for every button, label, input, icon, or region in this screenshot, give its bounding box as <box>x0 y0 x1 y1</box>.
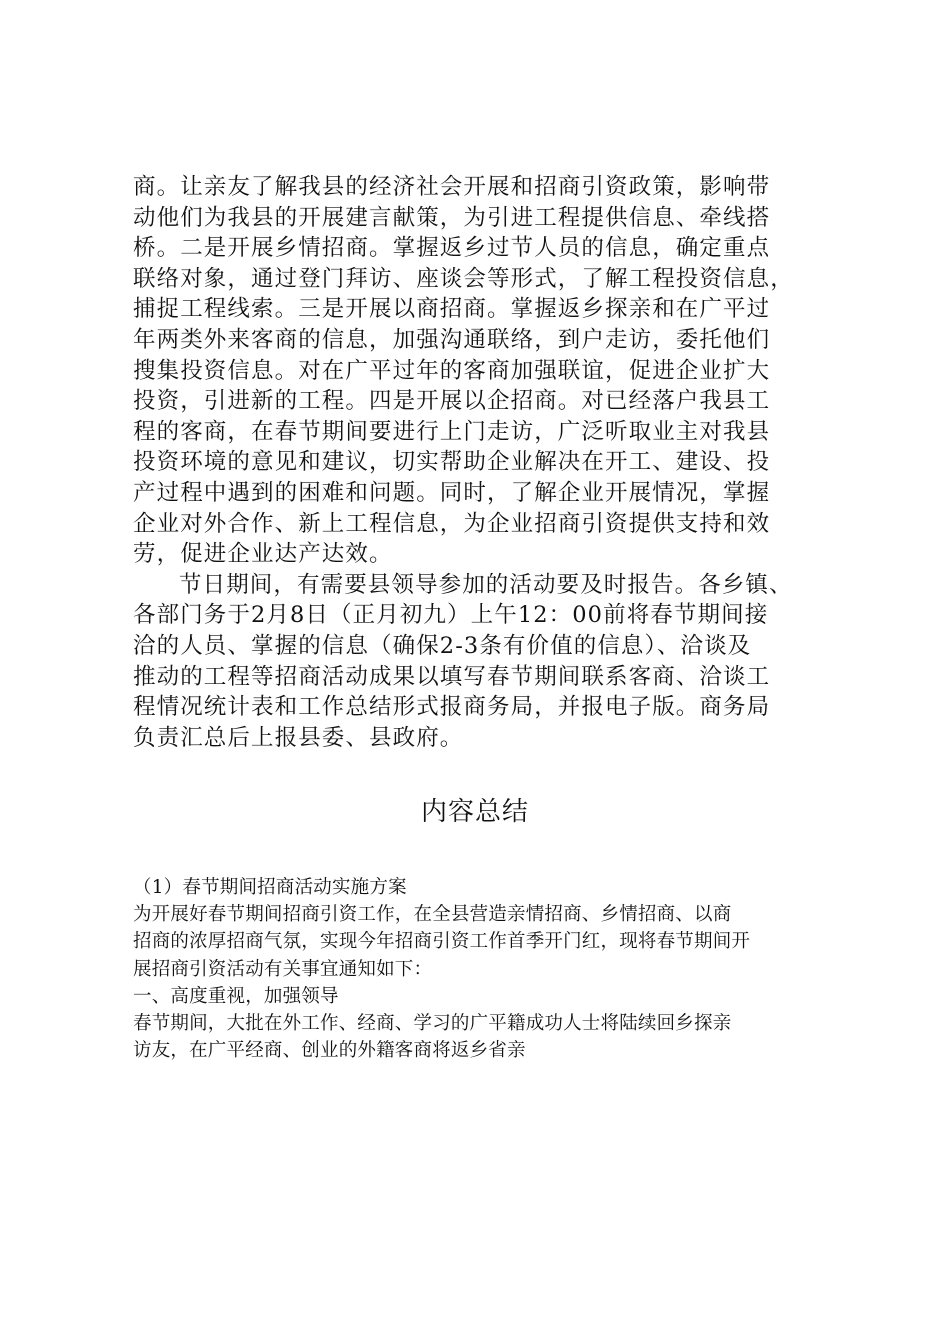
body-line: 商。让亲友了解我县的经济社会开展和招商引资政策，影响带 <box>133 174 771 200</box>
summary-line: 春节期间，大批在外工作、经商、学习的广平籍成功人士将陆续回乡探亲 <box>133 1012 732 1034</box>
body-text <box>133 172 833 753</box>
body-line: 程情况统计表和工作总结形式报商务局，并报电子版。商务局 <box>133 694 771 721</box>
summary-text <box>133 874 833 1064</box>
body-line: 捕捉工程线索。三是开展以商招商。掌握返乡探亲和在广平过 <box>133 296 771 323</box>
summary-line: 招商的浓厚招商气氛，实现今年招商引资工作首季开门红，现将春节期间开 <box>133 931 751 953</box>
summary-line: 展招商引资活动有关事宜通知如下： <box>133 958 433 980</box>
summary-line: 一、高度重视，加强领导 <box>133 985 339 1007</box>
body-line: 洽的人员、掌握的信息（确保2-3条有价值的信息）、洽谈及 <box>133 632 752 659</box>
summary-line: 为开展好春节期间招商引资工作，在全县营造亲情招商、乡情招商、以商 <box>133 904 732 926</box>
body-line: 年两类外来客商的信息，加强沟通联络，到户走访，委托他们 <box>133 326 771 353</box>
body-line: 联络对象，通过登门拜访、座谈会等形式，了解工程投资信息， <box>133 265 794 292</box>
body-line: 程的客商，在春节期间要进行上门走访，广泛听取业主对我县 <box>133 418 771 445</box>
body-line: 搜集投资信息。对在广平过年的客商加强联谊，促进企业扩大 <box>133 357 771 384</box>
body-line: 桥。二是开展乡情招商。掌握返乡过节人员的信息，确定重点 <box>133 235 771 262</box>
body-line: 节日期间，有需要县领导参加的活动要及时报告。各乡镇、 <box>179 571 793 598</box>
body-line: 负责汇总后上报县委、县政府。 <box>133 724 464 751</box>
body-line: 投资环境的意见和建议，切实帮助企业解决在开工、建设、投 <box>133 449 771 476</box>
body-line: 劳，促进企业达产达效。 <box>133 541 393 568</box>
body-line: 动他们为我县的开展建言献策，为引进工程提供信息、牵线搭 <box>133 204 771 231</box>
body-line: 企业对外合作、新上工程信息，为企业招商引资提供支持和效 <box>133 510 771 537</box>
summary-line: （1）春节期间招商活动实施方案 <box>133 877 407 898</box>
body-line: 产过程中遇到的困难和问题。同时，了解企业开展情况，掌握 <box>133 479 771 506</box>
summary-heading: 内容总结 <box>420 797 529 827</box>
body-line: 各部门务于2月8日（正月初九）上午12：00前将春节期间接 <box>133 602 769 629</box>
body-line: 推动的工程等招商活动成果以填写春节期间联系客商、洽谈工 <box>133 663 771 690</box>
body-line: 投资，引进新的工程。四是开展以企招商。对已经落户我县工 <box>133 388 771 415</box>
summary-line: 访友，在广平经商、创业的外籍客商将返乡省亲 <box>133 1040 526 1062</box>
